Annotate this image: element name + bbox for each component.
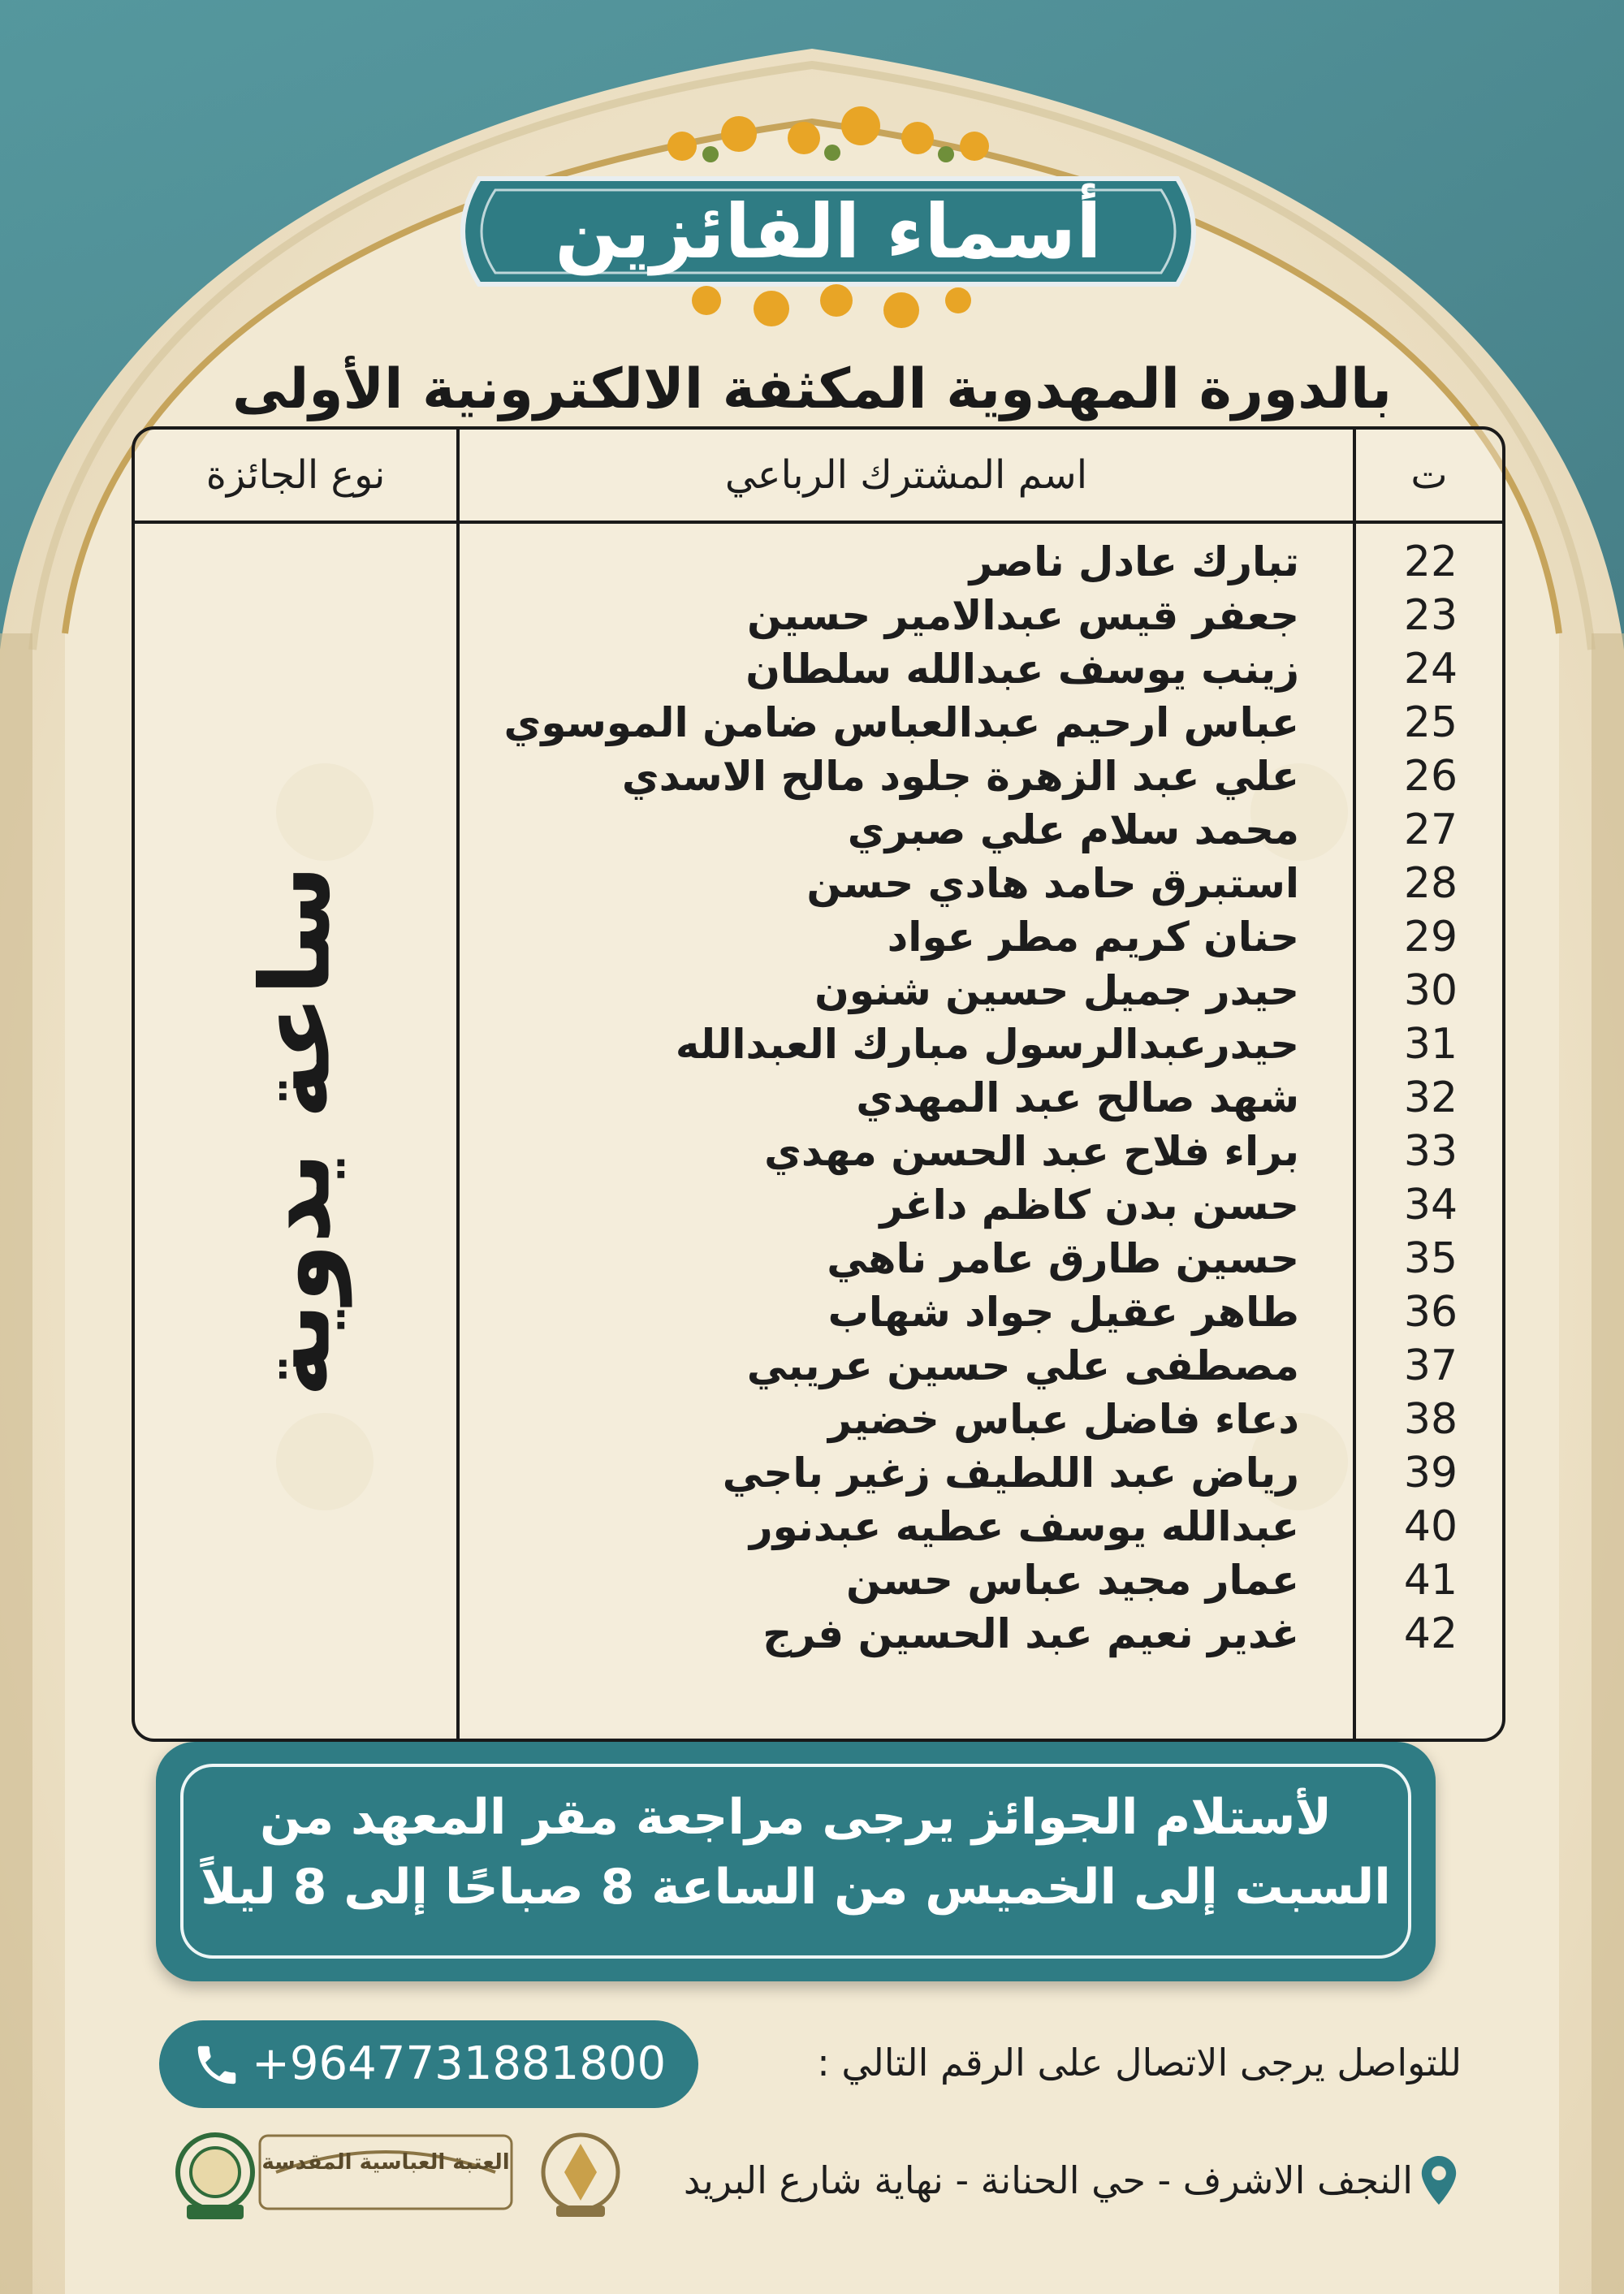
page-title: أسماء الفائزين (555, 188, 1102, 275)
participant-name: حيدرعبدالرسول مبارك العبدالله (675, 1021, 1299, 1068)
participant-name: دعاء فاضل عباس خضير (828, 1396, 1299, 1443)
prize-cell (135, 524, 456, 1739)
shrine-name: العتبة العباسية المقدسة (261, 2150, 510, 2175)
address-text: النجف الاشرف - حي الحنانة - نهاية شارع البريد (683, 2158, 1413, 2202)
row-number: 24 (1403, 645, 1458, 693)
row-number: 22 (1403, 538, 1458, 586)
phone-icon (192, 2040, 242, 2090)
participant-name: حيدر جميل حسين شنون (814, 967, 1299, 1014)
row-number: 40 (1403, 1502, 1458, 1551)
participant-name: زينب يوسف عبدالله سلطان (745, 646, 1299, 693)
flowers-decoration (617, 89, 1039, 171)
participant-name: عباس ارحيم عبدالعباس ضامن الموسوي (503, 699, 1299, 746)
column-header-prize: نوع الجائزة (205, 452, 386, 498)
page-subtitle: بالدورة المهدوية المكثفة الالكترونية الأولى (231, 357, 1393, 421)
row-number: 36 (1403, 1288, 1458, 1337)
participant-name: محمد سلام علي صبري (847, 806, 1299, 853)
row-number: 39 (1403, 1449, 1458, 1497)
row-number: 23 (1403, 591, 1458, 640)
participant-name: جعفر قيس عبدالامير حسين (746, 592, 1299, 639)
row-number: 26 (1403, 752, 1458, 801)
participant-name: حسن بدن كاظم داغر (879, 1182, 1299, 1229)
participant-name: طاهر عقيل جواد شهاب (827, 1289, 1299, 1336)
flowers-decoration-bottom (617, 276, 1039, 349)
participant-name: حنان كريم مطر عواد (887, 914, 1299, 961)
contact-label: للتواصل يرجى الاتصال على الرقم التالي : (817, 2041, 1462, 2084)
row-number: 30 (1403, 966, 1458, 1015)
row-number: 25 (1403, 698, 1458, 747)
participant-name: براء فلاح عبد الحسن مهدي (764, 1128, 1299, 1175)
participant-name: غدير نعيم عبد الحسين فرج (762, 1610, 1299, 1657)
row-number: 32 (1403, 1074, 1458, 1122)
notice-line-1: لأستلام الجوائز يرجى مراجعة مقر المعهد من (260, 1789, 1332, 1846)
location-pin-icon (1421, 2156, 1457, 2205)
row-number: 35 (1403, 1234, 1458, 1283)
column-header-number: ت (1410, 452, 1448, 498)
notice-line-2: السبت إلى الخميس من الساعة 8 صباحًا إلى 8 ليلاً (201, 1859, 1391, 1916)
phone-number[interactable]: +9647731881800 (252, 2037, 667, 2090)
participant-name: علي عبد الزهرة جلود مالح الاسدي (621, 753, 1299, 800)
participant-name: مصطفى علي حسين عريبي (746, 1342, 1299, 1389)
prize-value: ساعة يدوية (240, 865, 352, 1398)
row-number: 34 (1403, 1181, 1458, 1229)
row-number: 38 (1403, 1395, 1458, 1444)
row-number: 28 (1403, 859, 1458, 908)
row-number: 33 (1403, 1127, 1458, 1176)
participant-name: عبدالله يوسف عطيه عبدنور (749, 1503, 1299, 1550)
row-number: 27 (1403, 806, 1458, 854)
participant-name: رياض عبد اللطيف زغير باجي (722, 1449, 1299, 1497)
row-number: 31 (1403, 1020, 1458, 1069)
column-header-name: اسم المشترك الرباعي (724, 452, 1088, 498)
institute-logo-left (171, 2128, 260, 2225)
participant-name: تبارك عادل ناصر (969, 538, 1299, 585)
participant-name: شهد صالح عبد المهدي (856, 1074, 1299, 1121)
row-number: 37 (1403, 1341, 1458, 1390)
participant-name: استبرق حامد هادي حسن (806, 860, 1299, 907)
row-number: 42 (1403, 1609, 1458, 1658)
row-number: 29 (1403, 913, 1458, 961)
institute-logo-right (536, 2128, 625, 2225)
winners-table (132, 426, 1505, 1742)
participant-name: حسين طارق عامر ناهي (827, 1235, 1299, 1282)
row-number: 41 (1403, 1556, 1458, 1605)
participant-name: عمار مجيد عباس حسن (846, 1557, 1299, 1604)
